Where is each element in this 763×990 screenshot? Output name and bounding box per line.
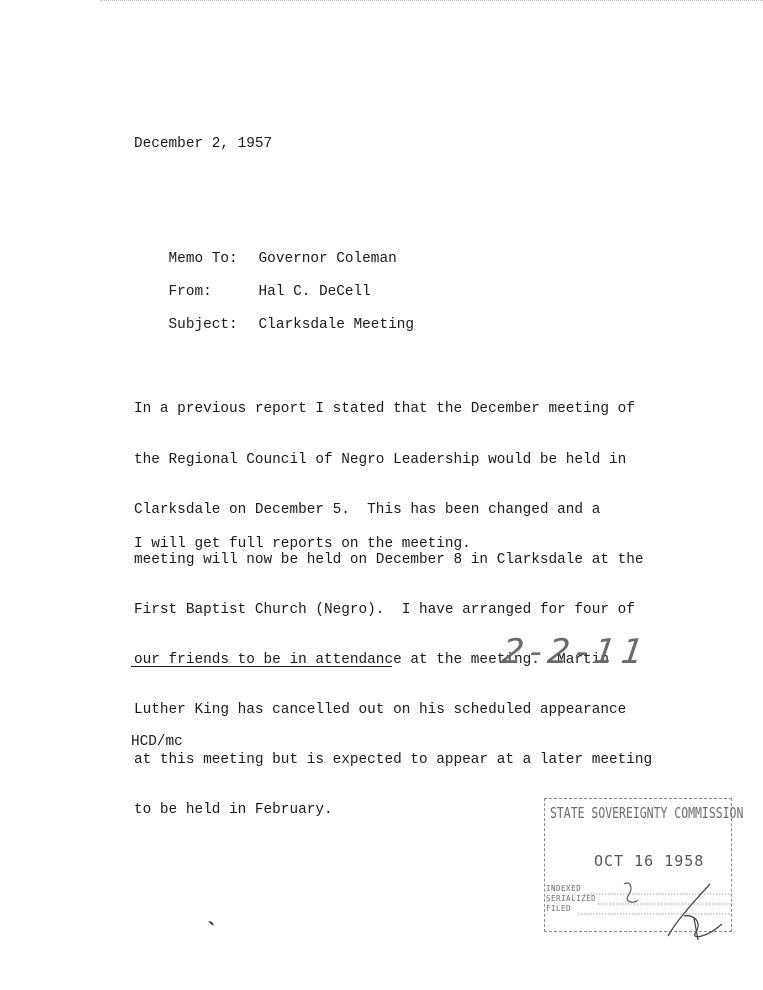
memo-closing: I will get full reports on the meeting.: [134, 536, 471, 552]
body-line: meeting will now be held on December 8 in Clarksdale at the: [134, 551, 644, 568]
body-line: to be held in February.: [134, 802, 333, 819]
stamp-label-filed: FILED: [546, 904, 572, 913]
received-stamp: [538, 792, 744, 942]
body-line: our friends to be in attendance at the meeting. Martin: [134, 651, 609, 668]
ink-speck: [207, 919, 216, 927]
memo-date: December 2, 1957: [134, 136, 273, 152]
stamp-label-serialized: SERIALIZED: [546, 894, 597, 903]
page-top-edge: [100, 0, 763, 1]
body-line: Luther King has cancelled out on his scheduled appearance: [134, 702, 627, 719]
typist-initials: HCD/mc: [131, 734, 183, 750]
stamp-handwriting: [538, 792, 736, 942]
body-line: Clarksdale on December 5. This has been changed and a: [134, 501, 601, 518]
handwritten-file-number: 2-2-11: [499, 632, 652, 672]
body-line: at this meeting but is expected to appear at a later meeting: [134, 752, 653, 769]
stamp-label-indexed: INDEXED: [546, 884, 582, 893]
body-line: First Baptist Church (Negro). I have arranged for four of: [134, 601, 635, 618]
memo-subject-row: [134, 301, 414, 349]
memo-body: [134, 368, 652, 852]
stamp-title: STATE SOVEREIGNTY COMMISSION: [550, 804, 744, 822]
memo-from-label: From:: [168, 284, 212, 300]
memo-subject-value: Clarksdale Meeting: [258, 317, 414, 333]
memo-to-value: Governor Coleman: [258, 251, 397, 267]
memo-to-label: Memo To:: [168, 251, 238, 267]
body-line: the Regional Council of Negro Leadership would be held in: [134, 451, 627, 468]
memo-subject-label: Subject:: [168, 317, 238, 333]
memo-from-value: Hal C. DeCell: [258, 284, 371, 300]
stamp-date: OCT 16 1958: [594, 852, 705, 870]
signature-line: [131, 666, 392, 667]
body-line: In a previous report I stated that the December meeting of: [134, 401, 635, 418]
